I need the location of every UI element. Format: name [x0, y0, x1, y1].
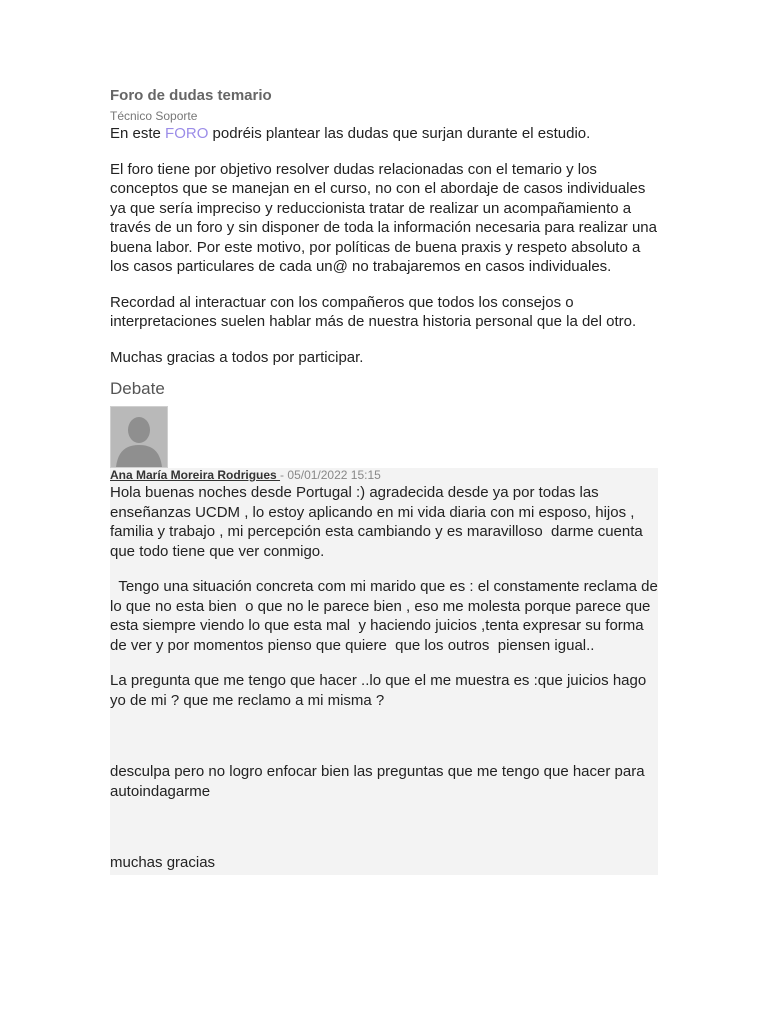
forum-paragraph-3: Muchas gracias a todos por participar.: [110, 348, 364, 366]
user-silhouette-icon: [111, 407, 167, 467]
forum-paragraph-1: El foro tiene por objetivo resolver dudas relacionadas con el temario y los conceptos que se manejan en el curso, no con el abordaje de casos individuales ya que sería impreciso y reduccionista tratar de realizar un acompañamiento a través de un foro y sin disponer de toda la información necesaria para realizar una buena labor. Por este motivo, por políticas de buena praxis y respeto absoluto a los casos particulares de cada un@ no trabajaremos en casos individuales.: [110, 160, 657, 275]
debate-post: [110, 468, 662, 875]
post-paragraph-4: desculpa pero no logro enfocar bien las preguntas que me tengo que hacer para autoindagarme: [110, 763, 645, 800]
forum-author[interactable]: Técnico Soporte: [110, 109, 198, 123]
intro-text-after: podréis plantear las dudas que surjan durante el estudio.: [208, 125, 591, 142]
forum-title: Foro de dudas temario: [110, 87, 272, 104]
post-separator: -: [280, 468, 288, 482]
forum-content: [110, 86, 662, 875]
post-meta: [110, 468, 658, 483]
intro-paragraph: [110, 124, 658, 144]
avatar[interactable]: [110, 406, 168, 468]
debate-heading: Debate: [110, 379, 165, 398]
post-author-link[interactable]: Ana María Moreira Rodrigues: [110, 468, 281, 482]
post-timestamp: 05/01/2022 15:15: [287, 468, 381, 482]
post-paragraph-2: Tengo una situación concreta com mi marido que es : el constamente reclama de lo que no esta bien o que no le parece bien , eso me molesta porque parece que esta siempre viendo lo que esta mal y haciendo juicios ,tenta expresar su forma de ver y por momentos pienso que quiere que los outros piensen igual..: [110, 578, 662, 654]
post-paragraph-3: La pregunta que me tengo que hacer ..lo que el me muestra es :que juicios hago yo de mi ? que me reclamo a mi misma ?: [110, 672, 647, 709]
post-paragraph-1: Hola buenas noches desde Portugal :) agradecida desde ya por todas las enseñanzas UCDM , lo estoy aplicando en mi vida diaria con mi esposo, hijos , familia y trabajo , mi percepción esta cambiando y es maravilloso darme cuenta que todo tiene que ver conmigo.: [110, 484, 647, 560]
forum-paragraph-2: Recordad al interactuar con los compañeros que todos los consejos o interpretaciones suelen hablar más de nuestra historia personal que la del otro.: [110, 293, 637, 330]
forum-link[interactable]: FORO: [165, 125, 209, 142]
intro-text-before: En este: [110, 125, 166, 142]
post-paragraph-5: muchas gracias: [110, 854, 216, 871]
